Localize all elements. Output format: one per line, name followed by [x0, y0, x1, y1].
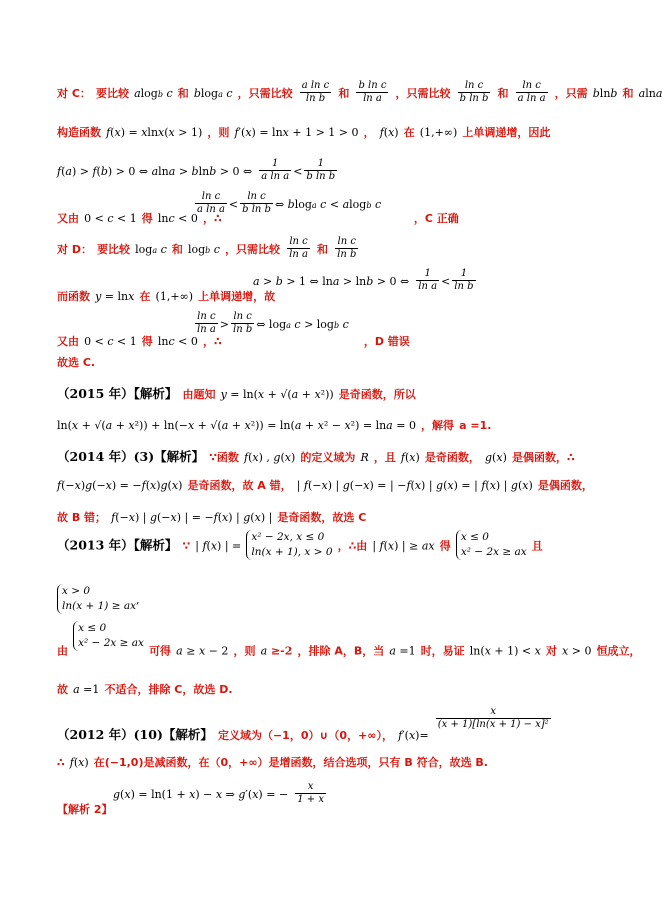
- c-line-3: f(a) > f(b) > 0 ⇔ alna > blnb > 0 ⇔ $\frac{1}{\text{a ln a}}$ < $\frac{1}{\text{b ln b}}$: [57, 158, 336, 182]
- c-line-4a: $\frac{\text{ln c}}{\text{a ln a}}$ < $\frac{\text{ln c}}{\text{b ln b}}$ ⇔ bloga c < alogb c: [197, 191, 382, 215]
- y2012-line-3: [57, 798, 112, 817]
- y2013-line-4: 故 a =1 不适合，排除 C，故选 D.: [57, 683, 233, 696]
- y2013-line-3: $_由$ x ≤ 0 x² − 2x ≥ ax $_{可得}$ $_a$ $_\ge$ $_x$ $_{- 2}$ $_{,则}$ $_a$ $_{\ge-2}$ $_{,排除 A,B,当}$ $_a$ $_{=1}$ $_{时,易证}$ $_{ln(x}$ $_{+ 1) <}$ $_x$ $_对$ $_x$ $_{> 0}$ $_{恒成立,}$: [57, 622, 641, 658]
- y2015-heading: （2015 年）【解析】: [57, 386, 178, 401]
- d-line-3: 又由 0 < c < 1 得 lnc < 0 ，∴ ，D 错误: [57, 335, 410, 348]
- y2013-line-1: （2013 年）【解析】 ∵ | f(x) | = x² − 2x, x ≤ 0 ln(x + 1), x > 0 ，∴由 | f(x) | ≥ ax 得 x ≤ 0 x² − 2x ≥ ax 且: [57, 531, 543, 558]
- d-choose: 故选 C.: [57, 356, 96, 369]
- y2015-line-2: ln(x + √(a + x²)) + ln(−x + √(a + x²)) = ln(a + x² − x²) = lna = 0 ，解得 a =1.: [57, 419, 492, 432]
- y2012-line-1: $_{(2012 年)(10)【解析】}$ $_{定义域为(-1,0)\cup(0,+\infty),}$ $_{f'(x)=}$ $\frac{x}{\text{(x + 1)[ln(x + 1) − x]²}}$: [57, 706, 549, 742]
- analysis-2-label: 【解析 2】: [57, 803, 113, 816]
- y2012-line-2: ∴ f(x) 在(−1,0)是减函数，在（0，+∞）是增函数，结合选项，只有 B 符合，故选 B.: [57, 756, 488, 769]
- y2013-heading: （2013 年）【解析】: [57, 537, 178, 553]
- d-line-2: 而函数 y = lnx 在 (1,+∞) 上单调递增，故: [57, 290, 276, 303]
- y2014-line-3: 故 B 错； f(−x) | g(−x) | = −f(x) | g(x) | 是奇函数，故选 C: [57, 511, 367, 524]
- y2012-heading: （2012 年）(10)【解析】: [57, 727, 213, 742]
- c-line-4: 又由 0 < c < 1 得 lnc < 0 ，∴ ，C 正确: [57, 212, 459, 225]
- y2014-line-2: f(−x)g(−x) = −f(x)g(x) 是奇函数，故 A 错， | f(−x) | g(−x) = | −f(x) | g(x) = | f(x) | g(x) 是偶函数，: [57, 479, 593, 492]
- d-line-1: 对 D： 要比较 loga c 和 logb c ，只需比较 $\frac{\text{ln c}}{\text{ln a}}$ 和 $\frac{\text{ln c}}{\text{ln b}}$: [57, 236, 357, 260]
- y2014-heading: （2014 年）(3)【解析】: [57, 449, 205, 464]
- y2015-line-1: （2015 年）【解析】 由题知 y = ln(x + √(a + x²)) 是奇函数，所以: [57, 386, 416, 401]
- y2013-line-2: x > 0 ln(x + 1) ≥ ax ,: [57, 584, 140, 614]
- d-line-2a: a > b > 1 ⇔ lna > lnb > 0 ⇔ $\frac{1}{\text{ln a}}$ < $\frac{1}{\text{ln b}}$: [253, 268, 474, 292]
- c-label: 对 C：: [57, 87, 91, 100]
- c-line-2: 构造函数 f(x) = xlnx(x > 1) ，则 f′(x) = lnx + 1 > 1 > 0 ， f(x) 在 (1,+∞) 上单调递增，因此: [57, 126, 551, 139]
- y2014-line-1: （2014 年）(3)【解析】 ∵函数 f(x) , g(x) 的定义域为 R ，且 f(x) 是奇函数， g(x) 是偶函数，∴: [57, 449, 575, 464]
- d-label: 对 D：: [57, 243, 92, 256]
- y2012-line-3a: g(x) = ln(1 + x) − x ⇒ g′(x) = − $\frac{x}{1 + x}$: [113, 781, 324, 805]
- c-line-1: 对 C： 要比较 alogb c 和 bloga c ，只需比较 $\frac{\text{a ln c}}{\text{ln b}}$ 和 $\frac{\text{b ln c}}{\text{ln a}}$ ，只需比较 $\frac{\text{ln c}}{\text{b ln b}}$ 和 $\frac{\text{ln c}}{\text{a ln a}}$ ，只需 blnb 和 alna: [57, 80, 662, 104]
- d-line-3a: $\frac{\text{ln c}}{\text{ln a}}$ > $\frac{\text{ln c}}{\text{ln b}}$ ⇔ loga c > logb c: [197, 311, 349, 335]
